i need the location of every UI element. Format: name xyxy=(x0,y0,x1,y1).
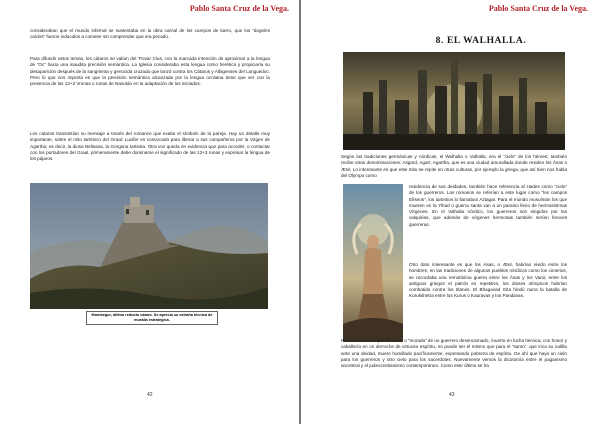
running-header-right: Pablo Santa Cruz de la Vega. xyxy=(488,4,588,13)
paragraph-2: Para difundir estos temas, los cátaros se valían del Trovar Clus, con la marcada intención de aproximar a la lengua de “Oc” hacia una inaudita precisión semántica. La Iglesia consideraba esta lengua como herética y propiciaría su desaparición después de la sangrienta y genocida cruzada que lanzó contra los Cátaros y Albigenses del Languedoc. Pero lo que nos importa es que la precisión semántica alcanzada por la lengua occitana tiene que ver con la presencia de las 13+3 Vrunas o runas de Navután en la adaptación de los iniciados. xyxy=(30,56,270,87)
left-page xyxy=(0,0,299,424)
paragraph-2: residencia de sus deidades, también hace referencia al Hades como “cielo” de los guerreros. Los romanos se referían a este lugar como “los campos Elíseos”, los tartesios lo llamaban Aztagar. Para el mundo musulmán los que mueren en la Yihad o guerra santa van a un paraíso lleno de hermosísimas Vírgenes. En el Valhalla nórdico, los guerreros son elegidos por las valquirias, que además de vírgenes hermosas también serían feroces guerreras. xyxy=(409,184,567,227)
valkyrie-illustration xyxy=(343,184,403,342)
section-title: 8. EL WALHALLA. xyxy=(435,36,527,46)
fantasy-city-image xyxy=(343,52,565,150)
paragraph-4: Resulta evidente que el “cielo” o “morada” de un guerrero desencarnado, muerto en lucha heroica, con honor y caballería en un derroche de virtuoso espíritu, no puede ser el mismo que para el “santo”, que inca su rodilla ante una deidad, muere humillado pacíficamente, expresando pobreza de espíritu. De ahí que haya un cielo para los guerreros y otro cielo para los sacerdotes. Nuevamente vemos la dicotomía entre el paganismo ancestral y el judeocristianismo contemporáneo. Como este último se ha xyxy=(341,338,567,369)
photo-caption: Montségur, último reducto cátaro. Se aprecia su extraña técnica de muralla estratégica. xyxy=(86,311,218,325)
warrior-image xyxy=(343,184,403,342)
right-page xyxy=(301,0,600,424)
paragraph-3: Otro dato interesante es que los Ásas, o Æsir, habrían vivido entre los hombres; en las tradiciones de algunos pueblos nórdicos como los cimerios, se recordaba una remotísima guerra entre los Ásas y los Vanir, entre los antiguos griegos el patrón es repetitivo, los dioses olímpicos habrían combatido contra los titanes. El Bhagavad Gita hindú narra la batalla de Kurukshetra entre los Kurus o Kauravas y los Pandavas. xyxy=(409,262,567,299)
page-number-right: 43 xyxy=(449,392,455,398)
montsegur-photo xyxy=(30,183,268,309)
castle-image xyxy=(30,183,268,309)
paragraph-1: consideraban que el mundo infernal se sustentaba en la obra carnal de los cuerpos de barro, que los “ángeles caídos” fueron inducidos a cometer sin comprender que era pecado. xyxy=(30,28,270,40)
walhalla-city-illustration xyxy=(343,52,565,150)
running-header-left: Pablo Santa Cruz de la Vega. xyxy=(189,4,289,13)
paragraph-1: Según las tradiciones germánicas y nórdicas, el Walhalla o Valhalla, era el “cielo” de los héroes; también recibe otras denominaciones: Asgard, Agart, Agartha, que es una ciudad amurallada donde residen los Ásas o Æsir. Lo interesante es que este mito se repite en otras culturas, por ejemplo la griega, que así bien nos habla del Olympo como xyxy=(341,154,567,178)
paragraph-3: Los cátaros transmitían su mensaje a través del romance que exalta el símbolo de la pareja. Hay un detalle muy importante, sobre el mito tartésico del Graal: Lucifer es convocado para liberar a sus compañeros por la Virgen de Agartha; es decir, la diosa Belisana, la Gorgona tartesia. Otra voz queda en evidencia que para acceder, o contactar con los portadores del Graal, primeramente debe dominarse el significado de las 13+3 runas y expresar la lengua de los pájaros. xyxy=(30,131,270,162)
page-number-left: 42 xyxy=(147,392,153,398)
